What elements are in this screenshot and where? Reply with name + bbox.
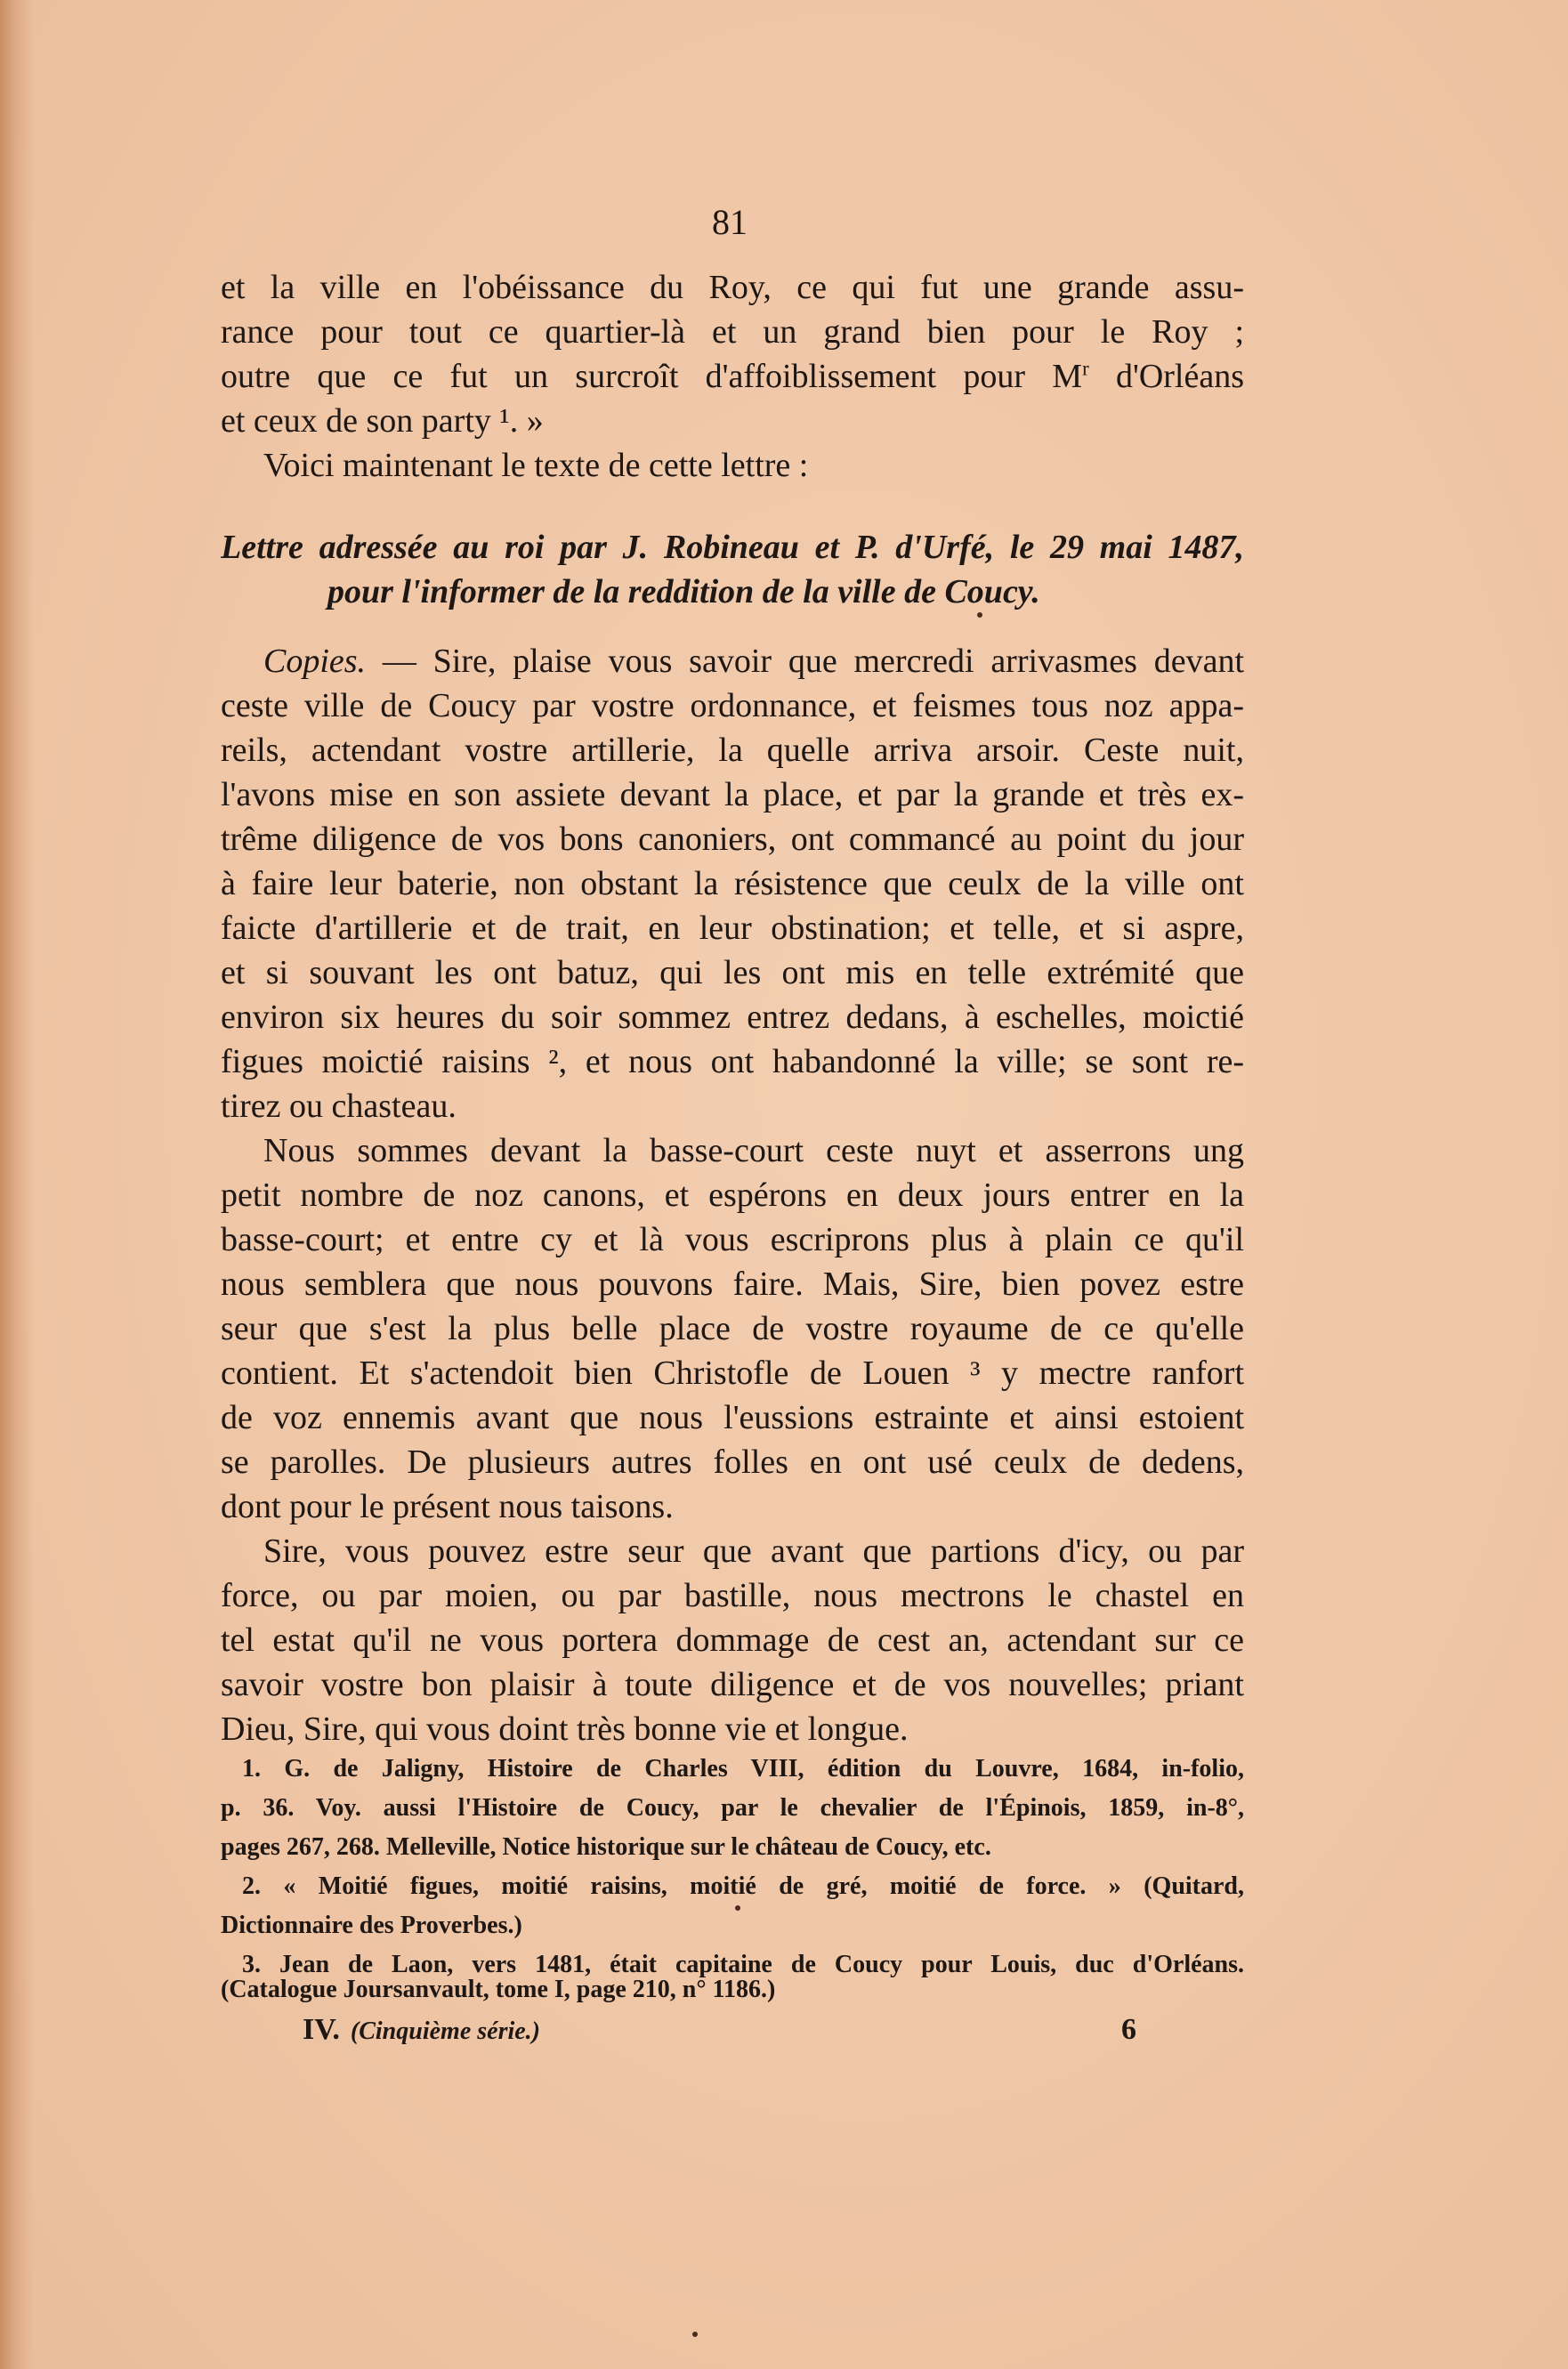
ink-speck: [977, 612, 982, 618]
page-edge-shadow: [0, 0, 34, 2369]
letter-line: Sire, vous pouvez estre seur que avant que partions d'icy, ou par: [263, 1532, 1244, 1570]
letter-line: [263, 639, 1244, 683]
body-line: et la ville en l'obéissance du Roy, ce qui fut une grande assu-: [221, 269, 1244, 306]
letter-line: contient. Et s'actendoit bien Christofle de Louen ³ y mectre ranfort: [221, 1354, 1244, 1392]
footnote-line: 3. Jean de Laon, vers 1481, était capitaine de Coucy pour Louis, duc d'Orléans.: [242, 1951, 1244, 1978]
ink-speck: [735, 1905, 740, 1911]
ink-speck: [692, 2332, 698, 2337]
footnote-line: 1. G. de Jaligny, Histoire de Charles VIII, édition du Louvre, 1684, in-folio,: [242, 1755, 1244, 1783]
footnote-line: p. 36. Voy. aussi l'Histoire de Coucy, par le chevalier de l'Épinois, 1859, in-8°,: [221, 1794, 1244, 1822]
signature-mark: [303, 2013, 540, 2047]
volume-number: IV.: [303, 2013, 340, 2046]
letter-line: environ six heures du soir sommez entrez dedans, à eschelles, moictié: [221, 999, 1244, 1036]
body-line: [221, 399, 1244, 443]
letter-line: Dieu, Sire, qui vous doint très bonne vie et longue.: [221, 1710, 909, 1748]
footnote-line: Dictionnaire des Proverbes.): [221, 1912, 522, 1939]
letter-line: se parolles. De plusieurs autres folles en ont usé ceulx de dedens,: [221, 1443, 1244, 1481]
letter-line: faicte d'artillerie et de trait, en leur obstination; et telle, et si aspre,: [221, 910, 1244, 947]
letter-line: et si souvant les ont batuz, qui les ont mis en telle extrémité que: [221, 954, 1244, 991]
letter-line: petit nombre de noz canons, et espérons en deux jours entrer en la: [221, 1176, 1244, 1214]
letter-line: reils, actendant vostre artillerie, la quelle arriva arsoir. Ceste nuit,: [221, 732, 1244, 769]
letter-line: tel estat qu'il ne vous portera dommage de cest an, actendant sur ce: [221, 1621, 1244, 1659]
letter-line: force, ou par moien, ou par bastille, nous mectrons le chastel en: [221, 1577, 1244, 1614]
letter-line: nous semblera que nous pouvons faire. Mais, Sire, bien povez estre: [221, 1265, 1244, 1303]
body-line: [221, 354, 1244, 399]
body-line-text: outre que ce fut un surcroît d'affoiblissement pour M: [221, 358, 1083, 395]
letter-line: ceste ville de Coucy par vostre ordonnance, et feismes tous noz appa-: [221, 687, 1244, 724]
letter-line: trême diligence de vos bons canoniers, ont commancé au point du jour: [221, 821, 1244, 858]
body-line: rance pour tout ce quartier-là et un grand bien pour le Roy ;: [221, 313, 1244, 351]
letter-line: de voz ennemis avant que nous l'eussions estrainte et ainsi estoient: [221, 1399, 1244, 1436]
letter-line-text: — Sire, plaise vous savoir que mercredi arrivasmes devant: [366, 643, 1244, 680]
superscript: r: [1082, 357, 1089, 380]
letter-line: à faire leur baterie, non obstant la résistence que ceulx de la ville ont: [221, 865, 1244, 902]
sheet-number: 6: [1121, 2013, 1136, 2046]
letter-line: figues moictié raisins ², et nous ont habandonné la ville; se sont re-: [221, 1043, 1244, 1080]
letter-line: Nous sommes devant la basse-court ceste nuyt et asserrons ung: [263, 1132, 1244, 1169]
letter-caption: pour l'informer de la reddition de la ville de Coucy.: [327, 573, 1040, 610]
letter-line: basse-court; et entre cy et là vous escriprons plus à plain ce qu'il: [221, 1221, 1244, 1258]
letter-line: tirez ou chasteau.: [221, 1087, 457, 1125]
body-line-text: d'Orléans: [1088, 358, 1244, 395]
letter-lead: Copies.: [263, 643, 367, 680]
letter-line: l'avons mise en son assiete devant la place, et par la grande et très ex-: [221, 776, 1244, 813]
body-line: Voici maintenant le texte de cette lettre :: [263, 447, 809, 484]
body-line-text: et ceux de son party: [221, 402, 491, 440]
footnote-line: pages 267, 268. Melleville, Notice historique sur le château de Coucy, etc.: [221, 1833, 991, 1861]
letter-caption: Lettre adressée au roi par J. Robineau et P. d'Urfé, le 29 mai 1487,: [221, 529, 1244, 566]
footnote-line: (Catalogue Joursanvault, tome I, page 210, n° 1186.): [221, 1976, 776, 2003]
letter-line: dont pour le présent nous taisons.: [221, 1488, 674, 1525]
footnote-line: 2. « Moitié figues, moitié raisins, moitié de gré, moitié de force. » (Quitard,: [242, 1872, 1244, 1900]
series-label: (Cinquième série.): [350, 2017, 540, 2045]
page-number: 81: [712, 202, 748, 242]
letter-line: savoir vostre bon plaisir à toute diligence et de vos nouvelles; priant: [221, 1666, 1244, 1703]
letter-line: seur que s'est la plus belle place de vostre royaume de ce qu'elle: [221, 1310, 1244, 1347]
footnote-ref: ¹. »: [499, 402, 544, 440]
